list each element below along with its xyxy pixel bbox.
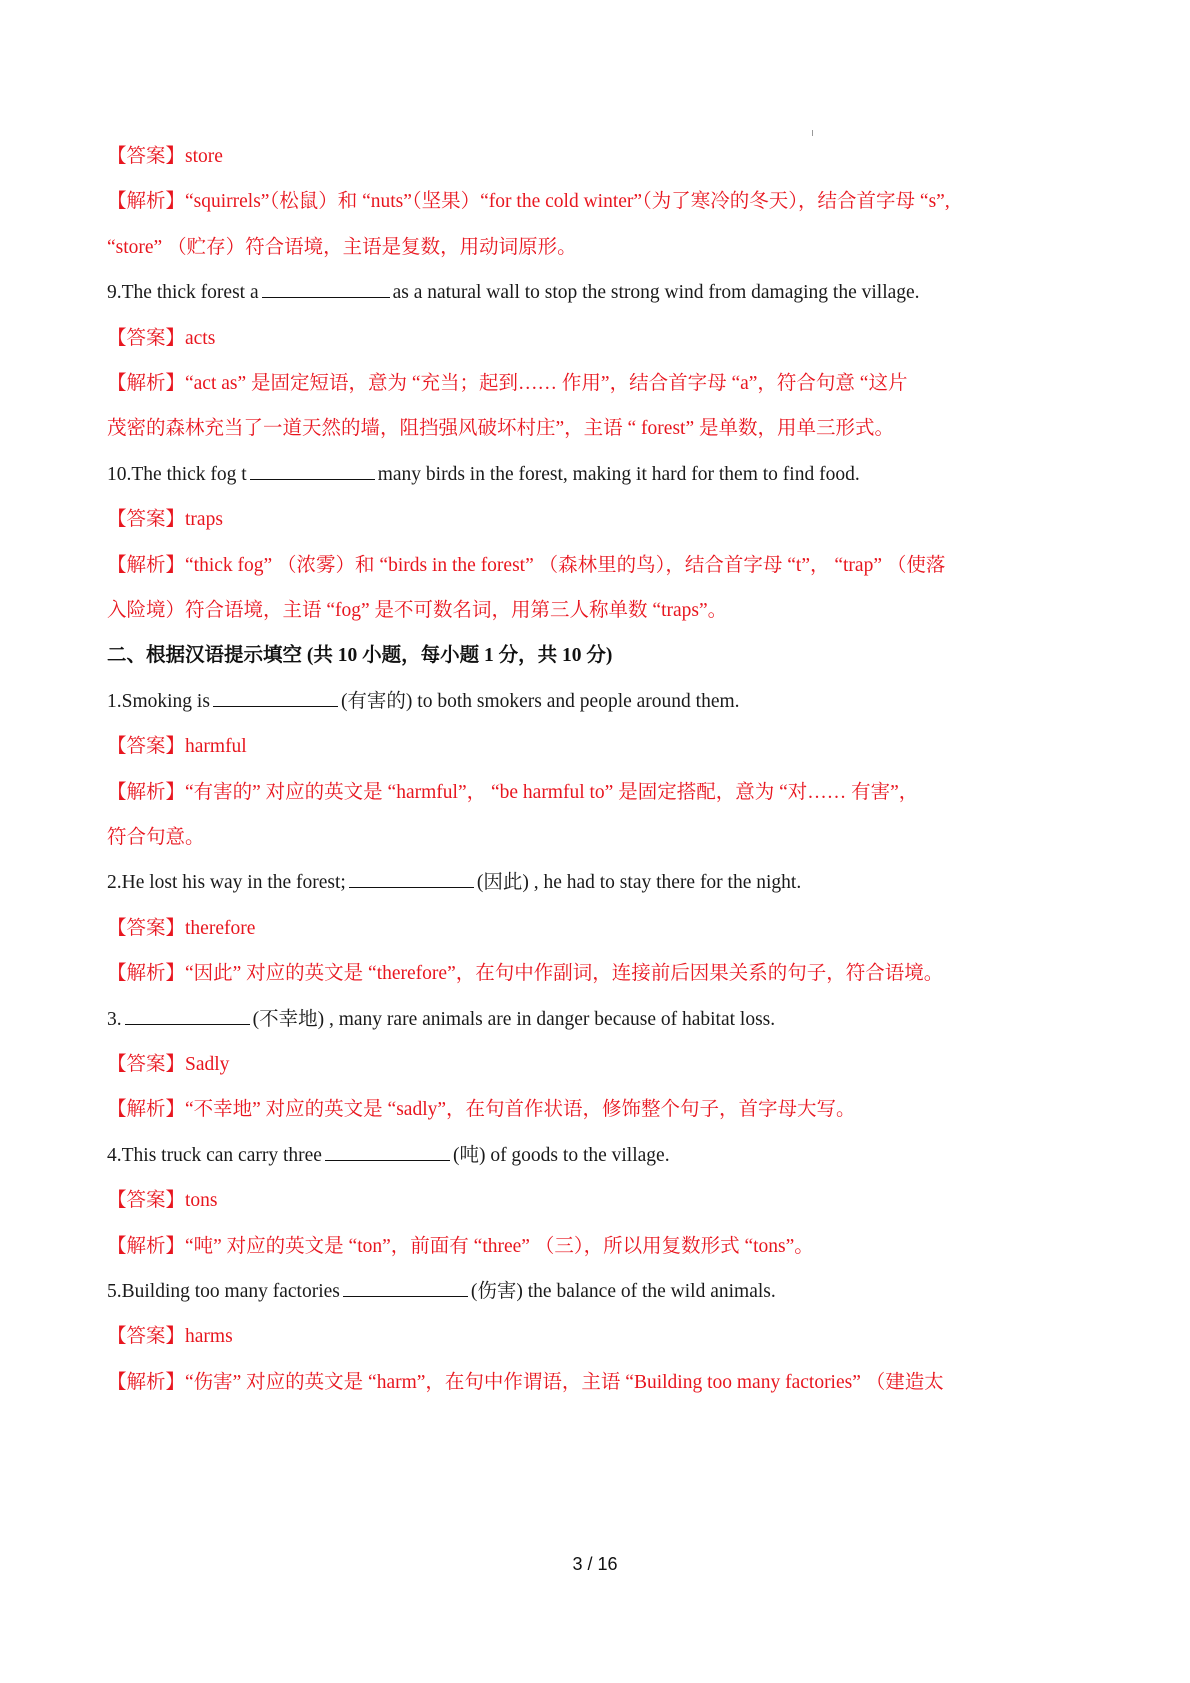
answer-line — [107, 187, 1087, 217]
line-text: 10.The thick fog t — [107, 463, 247, 485]
line-text: 【解析】“因此” 对应的英文是 “therefore”，在句中作副词，连接前后因果关系的句子，符合语境。 — [107, 963, 944, 985]
line-text: 【解析】“伤害” 对应的英文是 “harm”，在句中作谓语，主语 “Building too many factories” （建造太 — [107, 1371, 944, 1393]
line-text: 【解析】“act as” 是固定短语，意为 “充当；起到…… 作用”，结合首字母 “a”，符合句意 “这片 — [107, 373, 908, 394]
line-text: 【答案】tons — [107, 1190, 218, 1212]
answer-line — [107, 324, 1087, 354]
page-number: 3 / 16 — [572, 1554, 618, 1574]
answer-blank — [349, 869, 474, 888]
answer-line — [107, 1186, 1087, 1216]
question-line — [107, 1141, 1087, 1171]
question-line — [107, 460, 1087, 490]
line-text: 【答案】traps — [107, 509, 223, 531]
answer-blank — [213, 688, 338, 707]
answer-line — [107, 914, 1087, 944]
section-heading — [107, 641, 1087, 671]
line-text: 【答案】store — [107, 146, 223, 167]
answer-blank — [325, 1142, 450, 1161]
line-text: 二、根据汉语提示填空 (共 10 小题，每小题 1 分，共 10 分) — [107, 645, 613, 667]
line-text-after-blank: (不幸地) , many rare animals are in danger because of habitat loss. — [252, 1008, 776, 1030]
line-text-after-blank: many birds in the forest, making it hard for them to find food. — [377, 463, 860, 485]
line-text: 【答案】acts — [107, 327, 216, 349]
answer-line — [107, 551, 1087, 581]
line-text: 【答案】harms — [107, 1326, 233, 1348]
answer-line — [107, 1050, 1087, 1080]
answer-line — [107, 369, 1087, 399]
page-mark — [812, 130, 813, 136]
answer-line — [107, 233, 1087, 263]
line-text-after-blank: as a natural wall to stop the strong wind from damaging the village. — [392, 282, 920, 304]
answer-line — [107, 1095, 1087, 1125]
question-line — [107, 687, 1087, 717]
answer-line — [107, 414, 1087, 444]
line-text: 【解析】“thick fog” （浓雾）和 “birds in the forest” （森林里的鸟），结合首字母 “t”， “trap” （使落 — [107, 554, 946, 576]
line-text: 【答案】harmful — [107, 736, 247, 758]
answer-line — [107, 1322, 1087, 1352]
line-text: 1.Smoking is — [107, 690, 210, 712]
answer-blank — [262, 279, 390, 298]
answer-blank — [250, 461, 375, 480]
answer-line — [107, 596, 1087, 626]
question-line — [107, 868, 1087, 898]
answer-line — [107, 505, 1087, 535]
answer-line — [107, 732, 1087, 762]
line-text-after-blank: (有害的) to both smokers and people around them. — [340, 690, 740, 712]
question-line — [107, 278, 1087, 308]
question-line — [107, 1005, 1087, 1035]
answer-line — [107, 823, 1087, 853]
line-text: 9.The thick forest a — [107, 282, 259, 304]
line-text: 【答案】Sadly — [107, 1054, 230, 1075]
answer-line — [107, 778, 1087, 808]
line-text: 4.This truck can carry three — [107, 1144, 322, 1166]
answer-line — [107, 1232, 1087, 1262]
line-text: “store” （贮存）符合语境，主语是复数，用动词原形。 — [107, 236, 577, 258]
line-text: 茂密的森林充当了一道天然的墙，阻挡强风破坏村庄”，主语 “ forest” 是单数，用单三形式。 — [107, 418, 894, 440]
line-text: 符合句意。 — [107, 827, 205, 848]
answer-blank — [343, 1278, 468, 1297]
question-line — [107, 1277, 1087, 1307]
line-text: 2.He lost his way in the forest; — [107, 872, 346, 894]
line-text-after-blank: (吨) of goods to the village. — [452, 1144, 670, 1166]
line-text: 入险境）符合语境，主语 “fog” 是不可数名词，用第三人称单数 “traps”。 — [107, 600, 728, 621]
line-text: 【答案】therefore — [107, 917, 256, 939]
line-text: 【解析】“吨” 对应的英文是 “ton”，前面有 “three” （三），所以用复数形式 “tons”。 — [107, 1235, 814, 1257]
line-text: 3. — [107, 1008, 122, 1030]
line-text: 【解析】“squirrels”（松鼠）和 “nuts”（坚果）“for the cold winter”（为了寒冷的冬天），结合首字母 “s”, — [107, 191, 950, 213]
line-text-after-blank: (伤害) the balance of the wild animals. — [470, 1281, 776, 1302]
line-text: 【解析】“不幸地” 对应的英文是 “sadly”，在句首作状语，修饰整个句子，首字母大写。 — [107, 1099, 856, 1121]
answer-line — [107, 959, 1087, 989]
answer-blank — [125, 1006, 250, 1025]
line-text: 【解析】“有害的” 对应的英文是 “harmful”， “be harmful to” 是固定搭配，意为 “对…… 有害”， — [107, 781, 919, 803]
answer-line — [107, 1368, 1087, 1398]
line-text-after-blank: (因此) , he had to stay there for the night. — [476, 872, 802, 894]
line-text: 5.Building too many factories — [107, 1281, 340, 1302]
answer-line — [107, 142, 1087, 172]
